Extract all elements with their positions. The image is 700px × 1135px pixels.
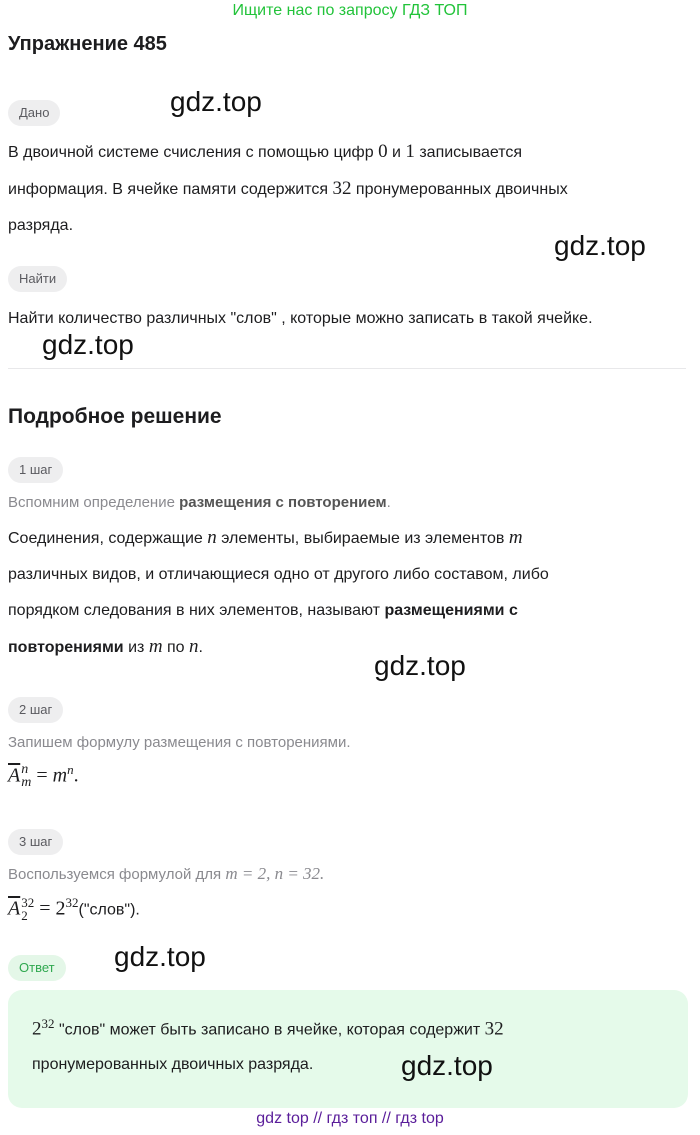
math-n: n bbox=[207, 527, 217, 548]
formula-eq: = bbox=[31, 764, 53, 787]
step1-l3-a: порядком следования в них элементов, называют bbox=[8, 602, 385, 619]
step1-intro-bold: размещения с повторением bbox=[179, 494, 387, 511]
watermark: gdz.top bbox=[114, 941, 206, 972]
step1-intro bbox=[8, 490, 692, 516]
step3-intro-math: m = 2, n = 32. bbox=[225, 864, 325, 883]
given-line2-a: информация. В ячейке памяти содержится bbox=[8, 181, 333, 198]
formula-sub: m bbox=[21, 775, 32, 791]
step1-label: 1 шаг bbox=[8, 457, 63, 483]
answer-l1-a: "слов" может быть записано в ячейке, которая содержит bbox=[54, 1021, 485, 1039]
math-m: m bbox=[148, 636, 163, 657]
math-m: m bbox=[508, 527, 523, 548]
given-line3: разряда. bbox=[8, 217, 74, 234]
answer-line1 bbox=[32, 1016, 504, 1040]
step2-formula bbox=[8, 762, 79, 789]
formula-end: . bbox=[73, 764, 79, 787]
answer-sup: 32 bbox=[41, 1016, 55, 1031]
step1-l3-bold: размещениями с bbox=[384, 602, 518, 619]
formula-sub: 2 bbox=[21, 908, 28, 924]
find-text: Найти количество различных "слов" , которые можно записать в такой ячейке. bbox=[8, 310, 593, 327]
step1-l1-a: Соединения, содержащие bbox=[8, 530, 208, 547]
watermark: gdz.top bbox=[554, 230, 646, 261]
step1-intro-b: . bbox=[386, 494, 391, 511]
given-line1-a: В двоичной системе счисления с помощью цифр bbox=[8, 144, 379, 161]
step2-label: 2 шаг bbox=[8, 697, 63, 723]
given-label: Дано bbox=[8, 100, 60, 126]
formula-tail: ("слов"). bbox=[78, 901, 140, 919]
watermark: gdz.top bbox=[401, 1050, 493, 1081]
answer-base: 2 bbox=[32, 1018, 42, 1040]
footer: gdz top // гдз топ // гдз top bbox=[256, 1110, 444, 1127]
answer-num: 32 bbox=[484, 1018, 504, 1040]
top-banner: Ищите нас по запросу ГДЗ ТОП bbox=[232, 2, 468, 19]
formula-A: $\overline{A}$ bbox=[8, 897, 21, 920]
given-line2-b: пронумерованных двоичных bbox=[351, 181, 568, 198]
watermark: gdz.top bbox=[374, 650, 466, 681]
math-n: n bbox=[189, 636, 199, 657]
step3-intro bbox=[8, 861, 692, 888]
given-digit0: 0 bbox=[378, 141, 388, 162]
find-label: Найти bbox=[8, 266, 67, 292]
step1-l4-c: . bbox=[198, 639, 203, 656]
answer-label: Ответ bbox=[8, 955, 66, 981]
step3-intro-a: Воспользуемся формулой для bbox=[8, 866, 226, 883]
given-text bbox=[8, 134, 692, 244]
step1-intro-a: Вспомним определение bbox=[8, 494, 180, 511]
step2-intro: Запишем формулу размещения с повторениями. bbox=[8, 734, 351, 751]
step3-label: 3 шаг bbox=[8, 829, 63, 855]
exercise-title: Упражнение 485 bbox=[8, 33, 167, 55]
solution-title: Подробное решение bbox=[8, 405, 222, 428]
step1-l4-bold: повторениями bbox=[8, 639, 124, 656]
formula-sup: n bbox=[21, 762, 29, 778]
step1-l4-a: из bbox=[123, 639, 149, 656]
step3-formula bbox=[8, 895, 140, 922]
watermark: gdz.top bbox=[42, 329, 134, 360]
formula-A: $\overline{A}$ bbox=[8, 764, 21, 787]
given-count: 32 bbox=[332, 178, 352, 199]
formula-rhs-sup: n bbox=[67, 762, 74, 777]
formula-rhs-base: m bbox=[52, 764, 68, 787]
answer-line2: пронумерованных двоичных разряда. bbox=[32, 1056, 314, 1073]
answer-box bbox=[8, 990, 688, 1108]
given-digit1: 1 bbox=[405, 141, 415, 162]
step1-l1-b: элементы, выбираемые из элементов bbox=[216, 530, 509, 547]
formula-rhs-sup: 32 bbox=[65, 895, 79, 910]
given-line1-c: записывается bbox=[414, 144, 523, 161]
watermark: gdz.top bbox=[170, 86, 262, 117]
formula-eq: = bbox=[34, 897, 56, 920]
section-divider bbox=[8, 368, 686, 369]
step1-definition bbox=[8, 520, 692, 666]
step1-l2: различных видов, и отличающиеся одно от другого либо составом, либо bbox=[8, 566, 549, 583]
step1-l4-b: по bbox=[162, 639, 189, 656]
given-line1-b: и bbox=[387, 144, 406, 161]
formula-rhs-base: 2 bbox=[55, 897, 66, 920]
formula-sup: 32 bbox=[21, 895, 35, 911]
